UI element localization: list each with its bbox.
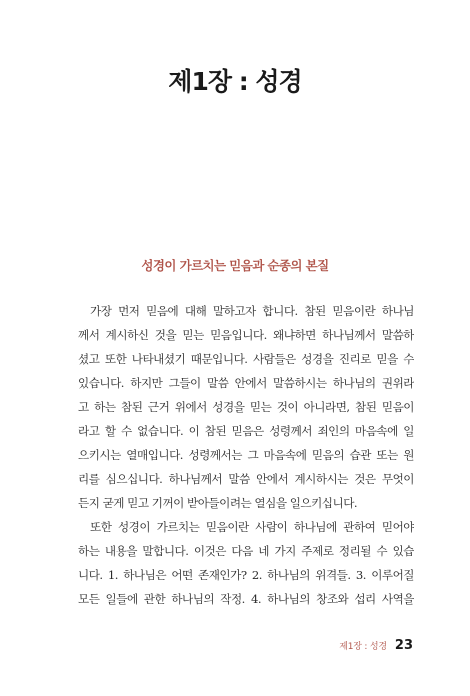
running-title: 제1장 : 성경 xyxy=(339,642,387,652)
page-number: 23 xyxy=(394,638,413,653)
body-line: 있습니다. 하지만 그들이 말씀 안에서 말씀하시는 하나님의 권위라 xyxy=(78,376,414,390)
body-line: 셨고 또한 나타내셨기 때문입니다. 사람들은 성경을 진리로 믿을 수 xyxy=(78,352,414,366)
body-line: 고 하는 참된 근거 위에서 성경을 믿는 것이 아니라면, 참된 믿음이 xyxy=(78,400,414,414)
page-footer xyxy=(339,638,413,653)
body-line: 모든 일들에 관한 하나님의 작정. 4. 하나님의 창조와 섭리 사역을 xyxy=(78,592,414,606)
body-line: 든지 굳게 믿고 기꺼이 받아들이려는 열심을 일으키십니다. xyxy=(78,496,358,510)
body-line: 리를 심으십니다. 하나님께서 말씀 안에서 계시하시는 것은 무엇이 xyxy=(78,472,414,486)
body-line: 가장 먼저 믿음에 대해 말하고자 합니다. 참된 믿음이란 하나님 xyxy=(90,304,414,318)
body-line: 께서 계시하신 것을 믿는 믿음입니다. 왜냐하면 하나님께서 말씀하 xyxy=(78,328,414,342)
body-line: 라고 할 수 없습니다. 이 참된 믿음은 성령께서 죄인의 마음속에 일 xyxy=(78,424,414,438)
section-heading: 성경이 가르치는 믿음과 순종의 본질 xyxy=(141,258,329,273)
chapter-title: 제1장 : 성경 xyxy=(168,67,302,96)
body-line: 또한 성경이 가르치는 믿음이란 사람이 하나님에 관하여 믿어야 xyxy=(90,520,414,534)
body-line: 니다. 1. 하나님은 어떤 존재인가? 2. 하나님의 위격들. 3. 이루어질 xyxy=(78,568,414,582)
body-line: 으키시는 열매입니다. 성령께서는 그 마음속에 믿음의 습관 또는 원 xyxy=(78,448,414,462)
body-text xyxy=(78,299,414,611)
body-line: 하는 내용을 말합니다. 이것은 다음 네 가지 주제로 정리될 수 있습 xyxy=(78,544,414,558)
